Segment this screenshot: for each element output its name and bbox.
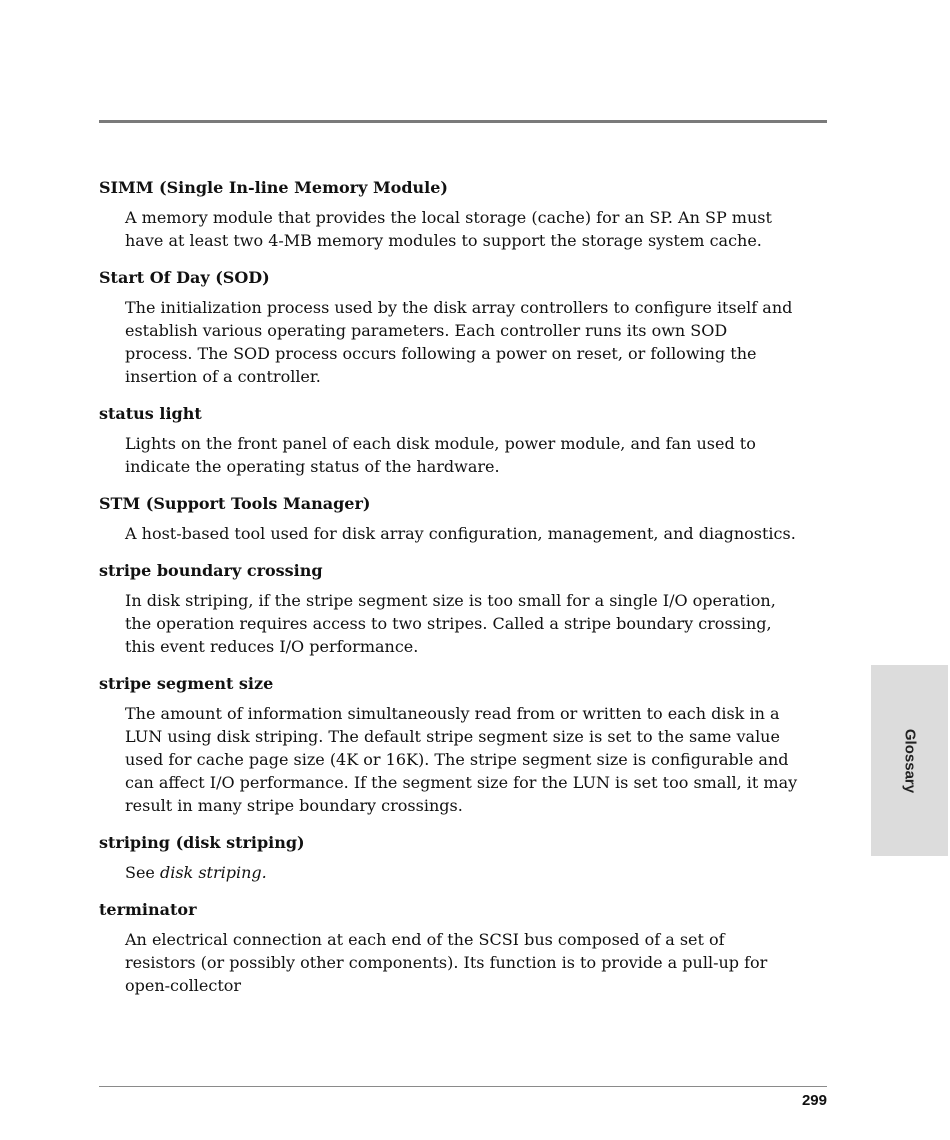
glossary-entry — [99, 559, 799, 658]
glossary-term: terminator — [99, 900, 197, 919]
section-tab — [871, 665, 948, 856]
glossary-definition: The initialization process used by the disk array controllers to configure itself and establish various operating parameters. Each controller runs its own SOD process. The SOD process occurs following a power on reset, or following the insertion of a controller. — [125, 298, 793, 386]
glossary-term: stripe boundary crossing — [99, 561, 323, 580]
glossary-term: Start Of Day (SOD) — [99, 268, 270, 287]
glossary-definition — [125, 861, 799, 884]
glossary-entry — [99, 266, 799, 388]
glossary-entry — [99, 492, 799, 545]
glossary-term: SIMM (Single In-line Memory Module) — [99, 178, 448, 197]
glossary-entry — [99, 402, 799, 478]
glossary-term: stripe segment size — [99, 674, 274, 693]
glossary-list — [99, 176, 799, 1011]
glossary-definition: In disk striping, if the stripe segment size is too small for a single I/O operation, the operation requires access to two stripes. Called a stripe boundary crossing, this event reduces I/O performance. — [125, 591, 776, 656]
glossary-definition: Lights on the front panel of each disk module, power module, and fan used to indicate the operating status of the hardware. — [125, 434, 756, 476]
glossary-term: striping (disk striping) — [99, 833, 305, 852]
page-number: 299 — [801, 1092, 827, 1109]
see-prefix: See — [125, 863, 160, 882]
glossary-entry — [99, 176, 799, 252]
cross-reference-link[interactable]: disk striping. — [159, 863, 267, 882]
header-rule — [99, 120, 827, 123]
glossary-definition: The amount of information simultaneously read from or written to each disk in a LUN using disk striping. The default stripe segment size is set to the same value used for cache page size (4K or 16K). The stripe segment size is configurable and can affect I/O performance. If the segment size for the LUN is set too small, it may result in many stripe boundary crossings. — [125, 704, 798, 815]
glossary-term: STM (Support Tools Manager) — [99, 494, 371, 513]
glossary-entry — [99, 898, 799, 997]
glossary-definition: A memory module that provides the local storage (cache) for an SP. An SP must have at least two 4-MB memory modules to support the storage system cache. — [125, 208, 772, 250]
footer-rule — [99, 1086, 827, 1087]
section-tab-label: Glossary — [901, 728, 918, 793]
glossary-term: status light — [99, 404, 202, 423]
glossary-entry — [99, 831, 799, 884]
glossary-entry — [99, 672, 799, 817]
glossary-definition: A host-based tool used for disk array configuration, management, and diagnostics. — [125, 524, 796, 543]
glossary-definition: An electrical connection at each end of the SCSI bus composed of a set of resistors (or possibly other components). Its function is to provide a pull-up for open-collector — [125, 930, 768, 995]
